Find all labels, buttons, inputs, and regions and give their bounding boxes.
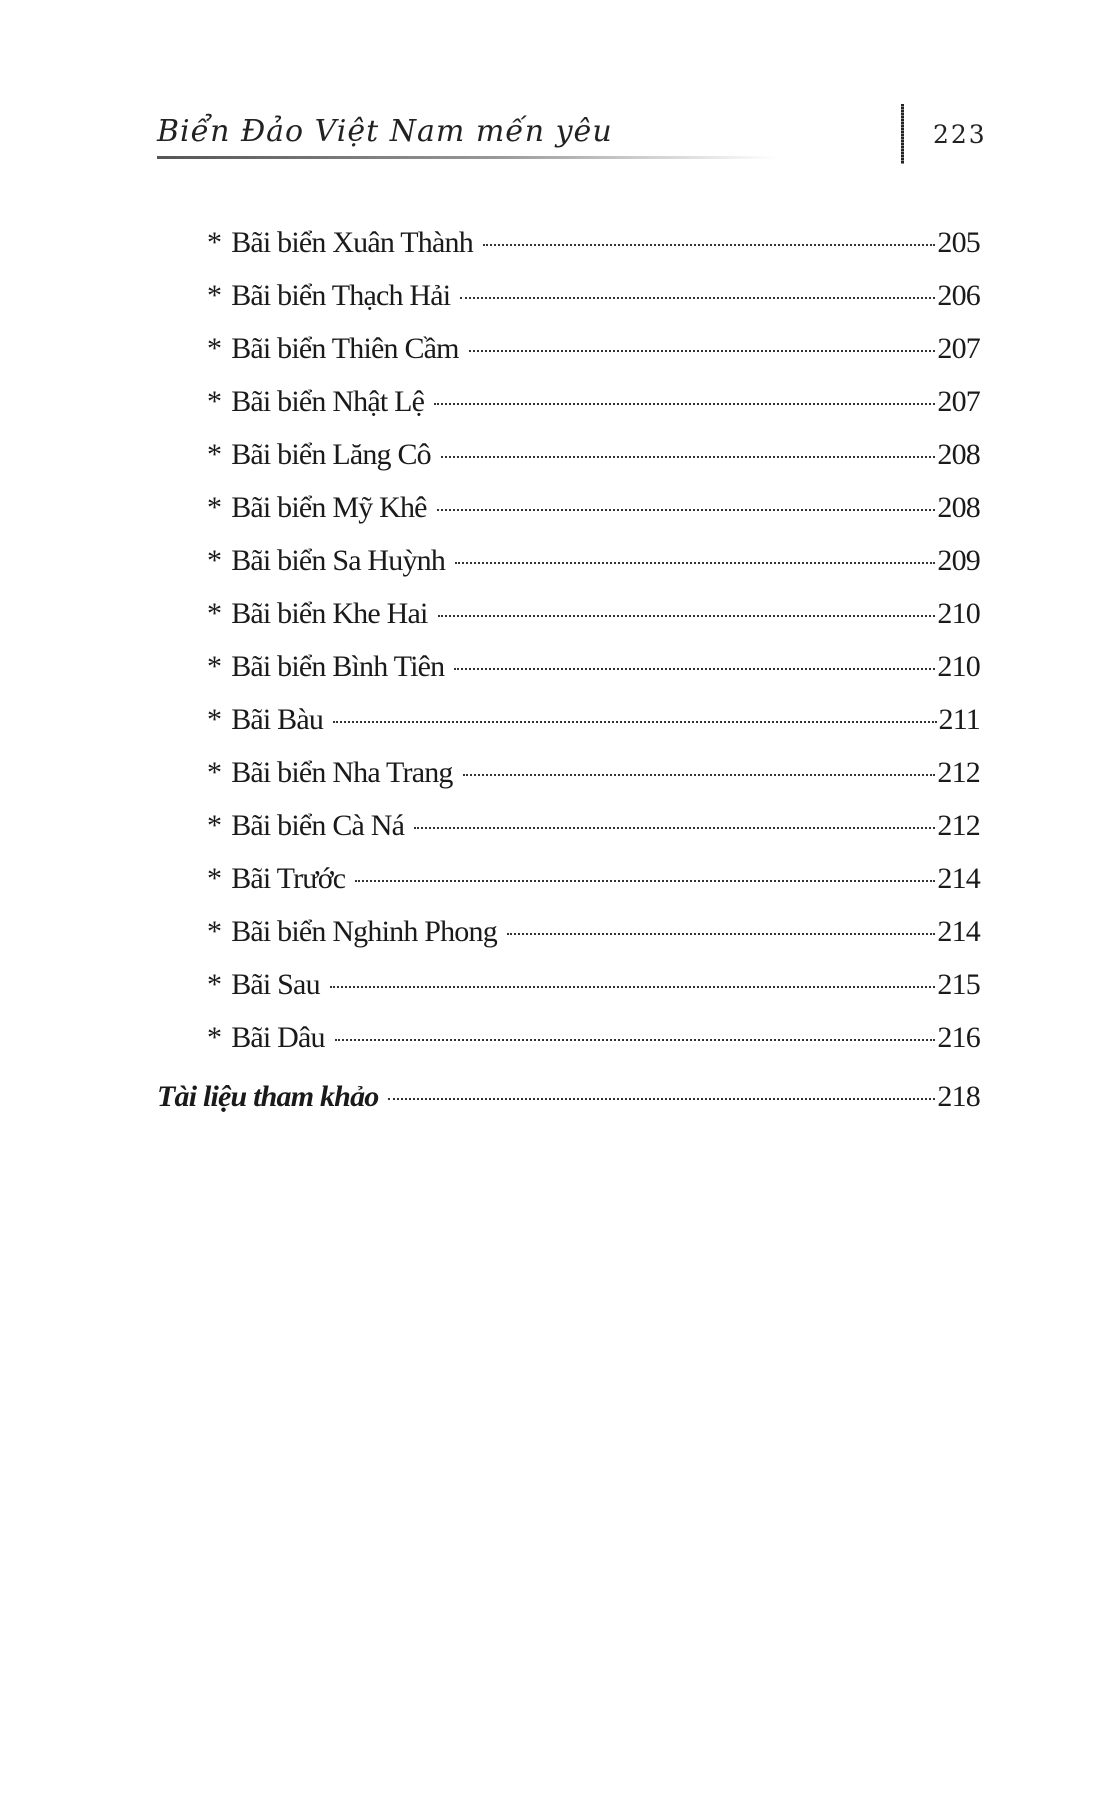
toc-entry [157, 915, 980, 968]
toc-entry [157, 650, 980, 703]
toc-entry-title: Bãi biển Lăng Cô [231, 438, 431, 471]
toc-entry-page: 218 [937, 1080, 980, 1113]
toc-entry-title: Bãi biển Nhật Lệ [231, 385, 425, 418]
dot-leader [388, 1098, 935, 1100]
toc-entry-page: 206 [937, 279, 980, 312]
page-header [157, 100, 987, 170]
toc-entry-page: 214 [937, 862, 980, 895]
toc-entry-page: 212 [937, 809, 980, 842]
toc-entry-title: Bãi biển Sa Huỳnh [231, 544, 446, 577]
header-rule [157, 156, 777, 159]
toc-entry [157, 544, 980, 597]
dot-leader [441, 456, 936, 458]
dot-leader [463, 774, 936, 776]
dot-leader [355, 880, 935, 882]
toc-entry-title: Bãi biển Bình Tiên [231, 650, 445, 683]
toc-entry [157, 279, 980, 332]
toc-entry-page: 214 [937, 915, 980, 948]
toc-bullet: * [207, 1021, 222, 1054]
toc-bullet: * [207, 915, 222, 948]
toc-entry [157, 438, 980, 491]
toc-bullet: * [207, 332, 222, 365]
toc-bullet: * [207, 544, 222, 577]
toc-entry-page: 207 [937, 385, 980, 418]
dot-leader [330, 986, 936, 988]
toc-bullet: * [207, 650, 222, 683]
page-number: 223 [933, 120, 987, 149]
dot-leader [438, 615, 936, 617]
toc-entry-title: Bãi Trước [231, 862, 346, 895]
dot-leader [437, 509, 936, 511]
dot-leader [414, 827, 935, 829]
toc-entry-page: 209 [937, 544, 980, 577]
dot-leader [455, 562, 935, 564]
toc-bullet: * [207, 862, 222, 895]
dot-leader [507, 933, 935, 935]
toc-entry-title: Bãi biển Cà Ná [231, 809, 405, 842]
toc-entry-page: 215 [937, 968, 980, 1001]
toc-bullet: * [207, 968, 222, 1001]
toc-entry-title: Bãi biển Nghinh Phong [231, 915, 497, 948]
toc-entry-title: Bãi Bàu [231, 703, 324, 736]
toc-entry [157, 1021, 980, 1074]
toc-bullet: * [207, 279, 222, 312]
toc-entry [157, 597, 980, 650]
toc-bullet: * [207, 756, 222, 789]
toc-bullet: * [207, 226, 222, 259]
header-divider [901, 104, 904, 164]
toc-entry-page: 216 [937, 1021, 980, 1054]
dot-leader [483, 244, 935, 246]
toc-entry-page: 208 [937, 438, 980, 471]
toc-entry [157, 756, 980, 809]
table-of-contents [157, 226, 980, 1133]
toc-entry-page: 205 [937, 226, 980, 259]
toc-entry [157, 332, 980, 385]
toc-bullet: * [207, 438, 222, 471]
toc-bullet: * [207, 385, 222, 418]
toc-entry [157, 491, 980, 544]
dot-leader [333, 721, 936, 723]
toc-entry [157, 809, 980, 862]
toc-entry-page: 210 [937, 597, 980, 630]
toc-entry-title: Bãi biển Xuân Thành [231, 226, 473, 259]
toc-bullet: * [207, 703, 222, 736]
dot-leader [454, 668, 935, 670]
toc-entry [157, 703, 980, 756]
toc-entry [157, 226, 980, 279]
toc-entry-title: Tài liệu tham khảo [157, 1080, 379, 1113]
toc-entry-title: Bãi Sau [231, 968, 320, 1001]
toc-bullet: * [207, 491, 222, 524]
toc-entry [157, 862, 980, 915]
running-title: Biển Đảo Việt Nam mến yêu [157, 114, 613, 149]
dot-leader [335, 1039, 936, 1041]
dot-leader [434, 403, 935, 405]
toc-entry-page: 207 [937, 332, 980, 365]
toc-entry-page: 210 [937, 650, 980, 683]
toc-entry-title: Bãi biển Thiên Cầm [231, 332, 459, 365]
toc-entry-page: 208 [937, 491, 980, 524]
toc-entry [157, 385, 980, 438]
toc-entry-title: Bãi biển Thạch Hải [231, 279, 451, 312]
toc-entry-title: Bãi biển Nha Trang [231, 756, 453, 789]
dot-leader [469, 350, 936, 352]
toc-bullet: * [207, 809, 222, 842]
toc-entry-title: Bãi biển Mỹ Khê [231, 491, 427, 524]
toc-entry [157, 968, 980, 1021]
toc-entry-title: Bãi Dâu [231, 1021, 325, 1054]
toc-entry-references [157, 1080, 980, 1133]
toc-entry-title: Bãi biển Khe Hai [231, 597, 428, 630]
toc-entry-page: 212 [937, 756, 980, 789]
toc-entry-page: 211 [938, 703, 980, 736]
dot-leader [460, 297, 935, 299]
toc-bullet: * [207, 597, 222, 630]
